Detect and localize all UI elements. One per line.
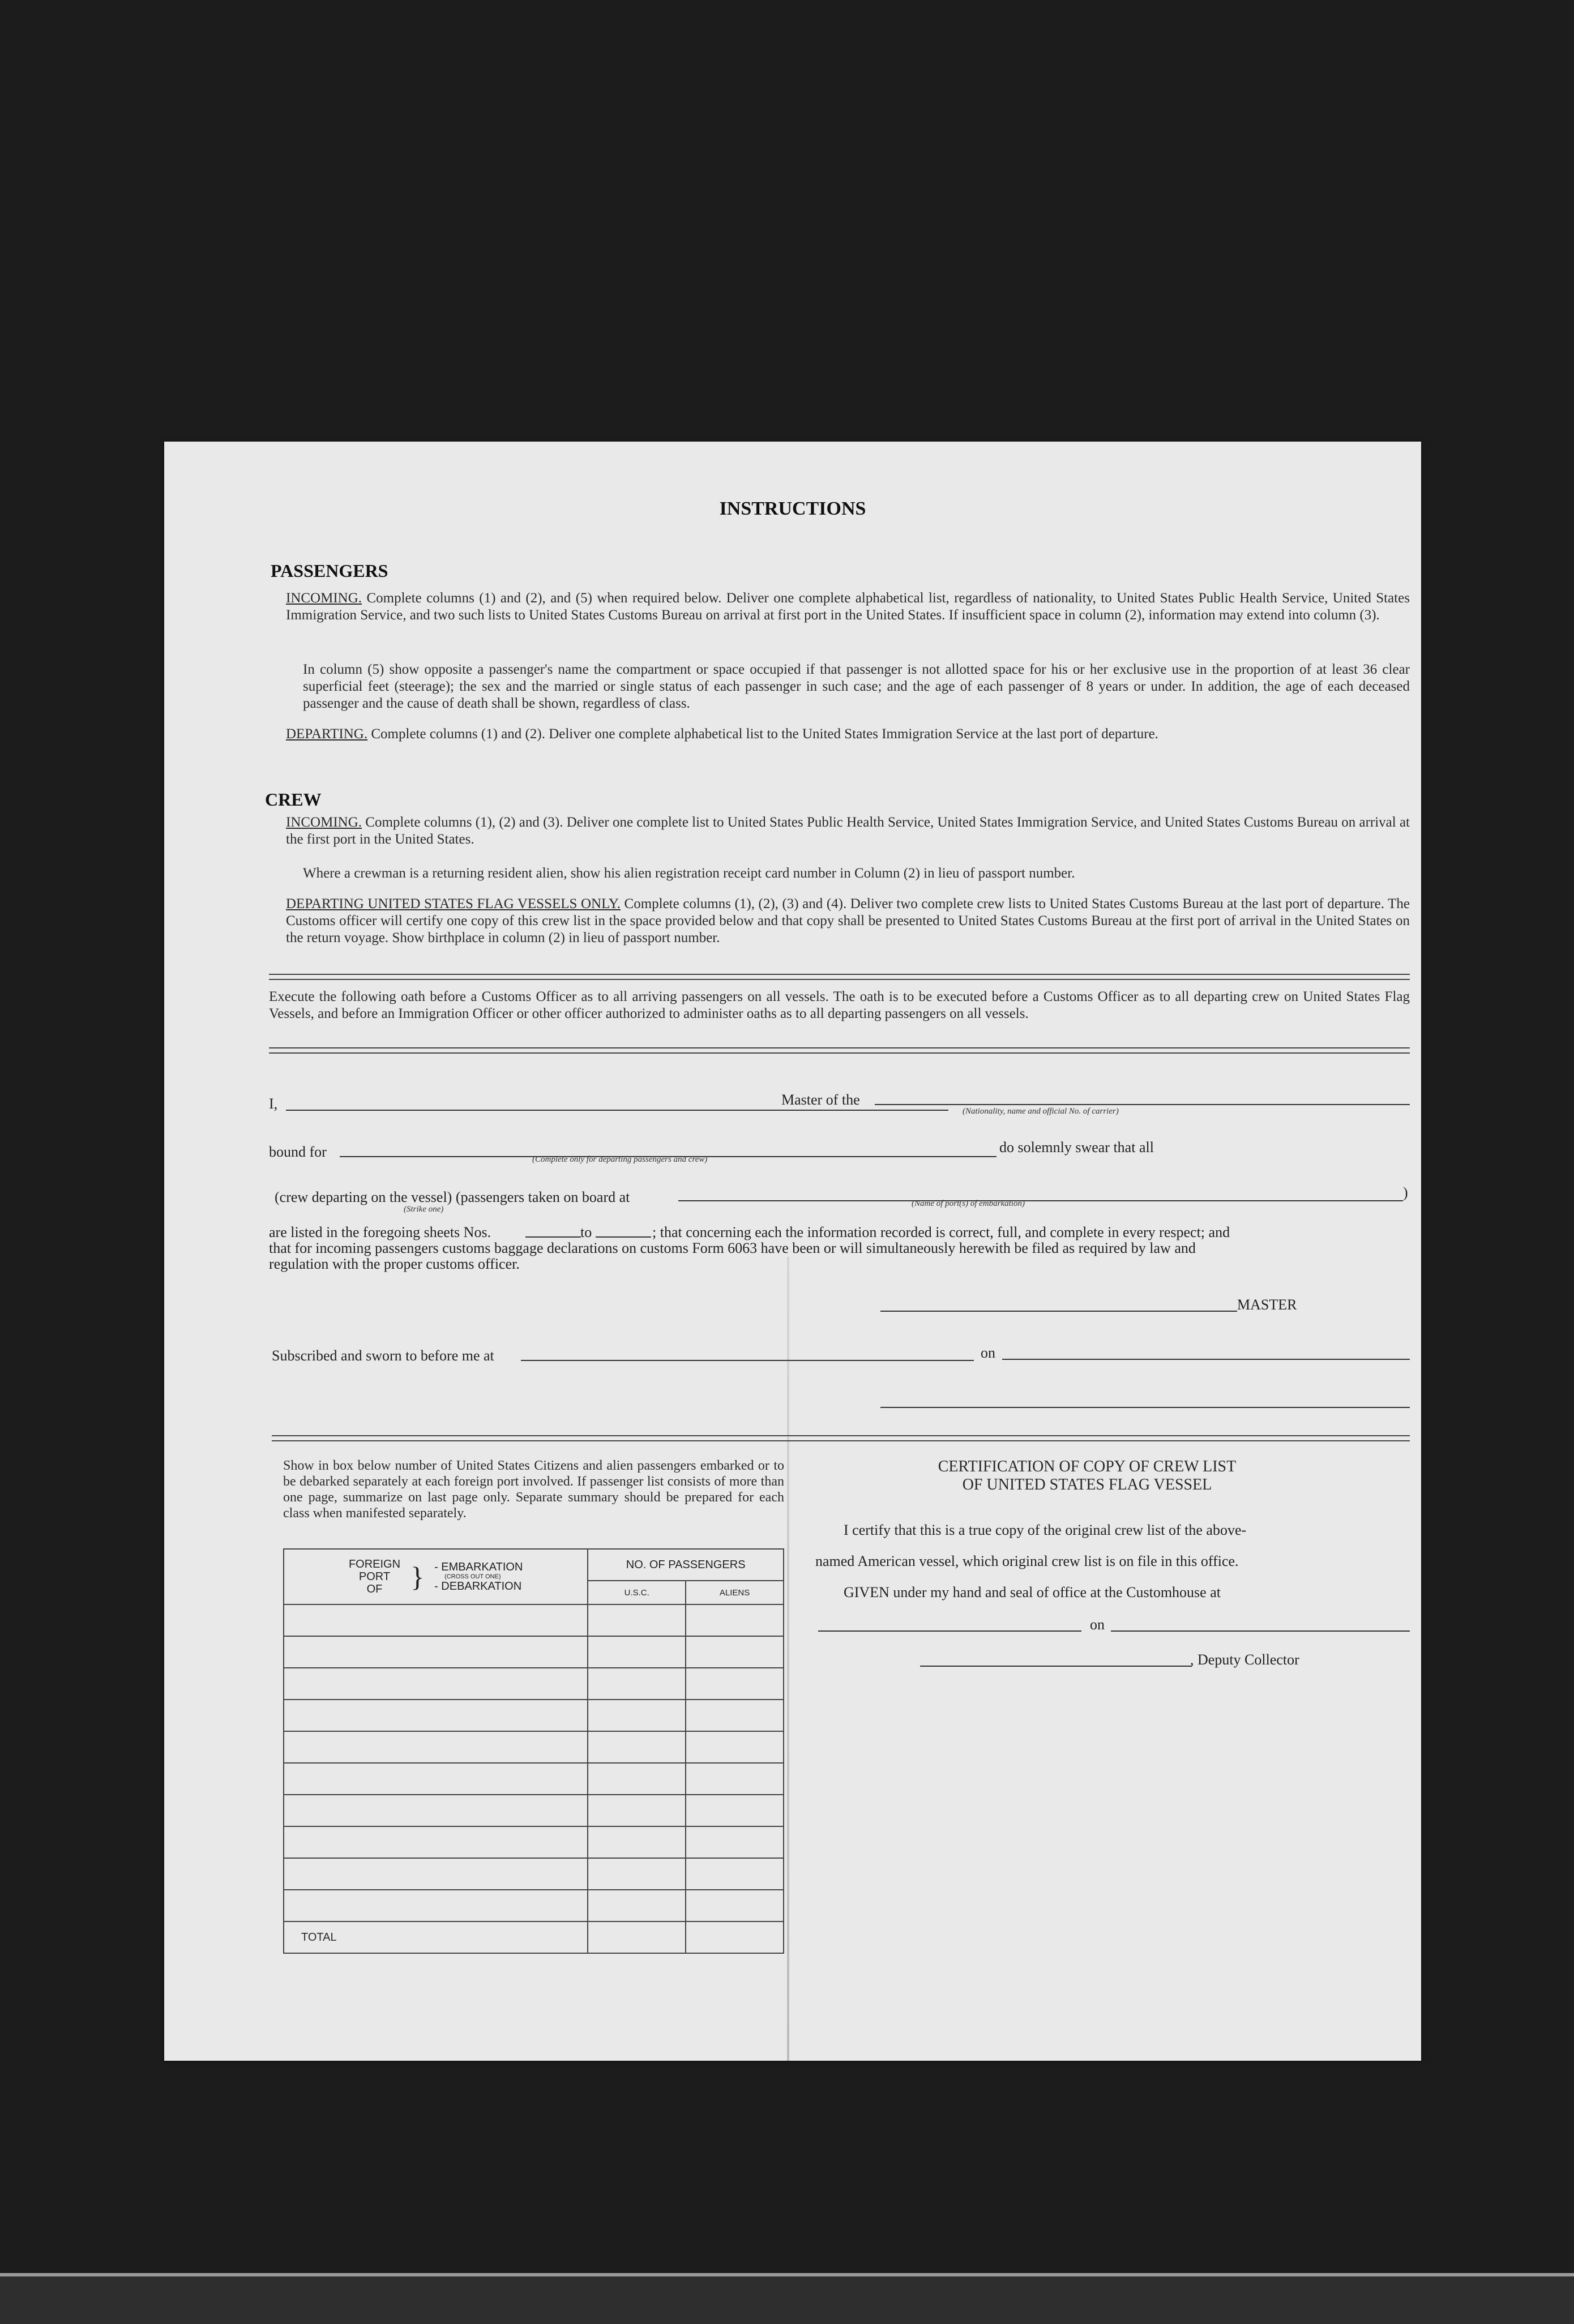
aliens-cell[interactable] [686,1858,784,1890]
usc-cell[interactable] [588,1763,686,1795]
oath-bound-for: bound for [269,1144,327,1160]
sheet-to-line[interactable] [596,1236,651,1238]
oath-listed-d: regulation with the proper customs officer. [269,1256,520,1272]
usc-header: U.S.C. [588,1581,686,1604]
cert-line3: GIVEN under my hand and seal of office at the Customhouse at [844,1584,1221,1600]
subscribed-label: Subscribed and sworn to before me at [272,1347,494,1364]
crew-incoming [286,814,1410,848]
subscribed-place-line[interactable] [521,1360,974,1361]
scanner-bottom-band [0,2273,1574,2324]
summary-text: Show in box below number of United States Citizens and alien passengers embarked or to be debarked separately at each foreign port involved. If passenger list consists of more than one page, summarize on last page only. Separate summary should be prepared for each class when manifested separately. [283,1458,784,1521]
port-cell[interactable] [284,1763,588,1795]
usc-cell[interactable] [588,1795,686,1826]
usc-cell[interactable] [588,1636,686,1668]
cert-date-line[interactable] [1111,1630,1410,1632]
port-cell[interactable] [284,1731,588,1763]
table-row [284,1795,784,1826]
passengers-departing [286,726,1410,743]
port-cell[interactable] [284,1890,588,1921]
crew-departing-lead: DEPARTING UNITED STATES FLAG VESSELS ONLY. [286,896,621,911]
passengers-column5: In column (5) show opposite a passenger's name the compartment or space occupied if that passenger is not allotted space for his or her exclusive use in the proportion of at least 36 clear superficial feet (steerage); the sex and the married or single status of each passenger in such case; and the age of each passenger of 8 years or under. In addition, the age of each deceased passenger and the cause of death shall be shown, regardless of class. [303,662,1410,711]
col-port-c: OF [366,1583,383,1595]
oath-swear: do solemnly swear that all [999,1139,1154,1155]
aliens-cell[interactable] [686,1668,784,1700]
table-row [284,1636,784,1668]
crew-departing [286,896,1410,947]
document-page [164,442,1421,2061]
passengers-heading: PASSENGERS [271,560,388,581]
master-signature-line[interactable] [880,1311,1237,1312]
crew-heading: CREW [265,789,322,810]
nationality-caption: (Nationality, name and official No. of carrier) [963,1107,1119,1116]
certification-title-a: CERTIFICATION OF COPY OF CREW LIST [938,1458,1237,1475]
oath-instructions: Execute the following oath before a Customs Officer as to all arriving passengers on all vessels. The oath is to be executed before a Customs Officer as to all departing crew on United States Flag Vessels, and before an Immigration Officer or other officer authorized to administer oaths as to all departing passengers on all vessels. [269,989,1410,1021]
subscribed-on: on [981,1345,995,1361]
aliens-cell[interactable] [686,1700,784,1731]
port-cell[interactable] [284,1795,588,1826]
strike-one-caption: (Strike one) [404,1205,444,1214]
deputy-signature-line[interactable] [920,1666,1192,1667]
passengers-departing-text: Complete columns (1) and (2). Deliver one complete alphabetical list to the United States Immigration Service at the last port of departure. [371,726,1158,742]
cross-out-label: (CROSS OUT ONE) [444,1573,501,1580]
embarkation-label: - EMBARKATION [434,1561,523,1573]
cert-line1: I certify that this is a true copy of the original crew list of the above- [844,1522,1247,1538]
aliens-cell[interactable] [686,1636,784,1668]
port-header: FOREIGN PORT OF } - EMBARKATION (CROSS OUT ONE) - DEBARKATION [284,1549,588,1604]
oath-to: to [580,1224,592,1240]
usc-total-cell[interactable] [588,1921,686,1953]
aliens-cell[interactable] [686,1795,784,1826]
table-row [284,1700,784,1731]
oath-listed-a: are listed in the foregoing sheets Nos. [269,1224,491,1240]
oath-master-of-the: Master of the [781,1092,860,1108]
ports-line[interactable] [678,1200,1403,1201]
passengers-incoming-lead: INCOMING. [286,590,362,606]
oath-i-label: I, [269,1095,278,1112]
table-row [284,1858,784,1890]
crew-incoming-text: Complete columns (1), (2) and (3). Deliver one complete list to United States Public Health Service, United States Immigration Service, and United States Customs Bureau on arrival at the first port in the United States. [286,815,1410,847]
usc-cell[interactable] [588,1858,686,1890]
usc-cell[interactable] [588,1890,686,1921]
table-row [284,1826,784,1858]
aliens-cell[interactable] [686,1731,784,1763]
table-row [284,1763,784,1795]
col-port-b: PORT [358,1570,391,1583]
no-passengers-header: NO. OF PASSENGERS [588,1549,784,1581]
ports-caption: (Name of port(s) of embarkation) [912,1199,1025,1208]
col-port-a: FOREIGN [348,1558,401,1570]
sheet-from-line[interactable] [525,1236,581,1238]
master-label: MASTER [1237,1296,1297,1313]
port-cell[interactable] [284,1668,588,1700]
usc-cell[interactable] [588,1731,686,1763]
aliens-cell[interactable] [686,1763,784,1795]
customhouse-line[interactable] [818,1630,1081,1632]
passengers-departing-lead: DEPARTING. [286,726,368,742]
aliens-cell[interactable] [686,1604,784,1636]
double-rule-1 [269,974,1410,980]
cert-line2: named American vessel, which original crew list is on file in this office. [815,1553,1239,1569]
oath-crew-departing: (crew departing on the vessel) (passengers taken on board at [275,1189,630,1205]
port-cell[interactable] [284,1700,588,1731]
oath-close-paren: ) [1403,1184,1408,1201]
port-cell[interactable] [284,1826,588,1858]
aliens-cell[interactable] [686,1890,784,1921]
crew-alien: Where a crewman is a returning resident alien, show his alien registration receipt card number in Column (2) in lieu of passport number. [303,866,1075,881]
certification-title-b: OF UNITED STATES FLAG VESSEL [962,1476,1212,1493]
cert-on: on [1090,1616,1105,1633]
subscribed-date-line[interactable] [1002,1359,1410,1360]
double-rule-3 [272,1435,1410,1441]
oath-listed-b: ; that concerning each the information recorded is correct, full, and complete in every respect; and [652,1224,1230,1240]
deputy-collector-label: , Deputy Collector [1190,1651,1299,1668]
usc-cell[interactable] [588,1700,686,1731]
aliens-total-cell[interactable] [686,1921,784,1953]
usc-cell[interactable] [588,1604,686,1636]
page-title: INSTRUCTIONS [719,498,866,519]
double-rule-2 [269,1047,1410,1054]
carrier-line[interactable] [875,1104,1410,1105]
total-row [284,1921,784,1953]
officer-signature-line[interactable] [880,1407,1410,1408]
master-name-line[interactable] [286,1110,948,1111]
certification-title [804,1458,1370,1494]
debarkation-label: - DEBARKATION [434,1580,522,1593]
aliens-cell[interactable] [686,1826,784,1858]
oath-listed-c: that for incoming passengers customs baggage declarations on customs Form 6063 have been or will simultaneously herewith be filed as required by law and [269,1240,1196,1256]
usc-cell[interactable] [588,1826,686,1858]
crew-incoming-lead: INCOMING. [286,815,362,830]
paper-fold [787,1257,789,2061]
aliens-header: ALIENS [686,1581,784,1604]
bound-caption: (Complete only for departing passengers and crew) [532,1155,708,1164]
table-row [284,1731,784,1763]
table-row [284,1890,784,1921]
passengers-incoming-text: Complete columns (1) and (2), and (5) when required below. Deliver one complete alphabetical list, regardless of nationality, to United States Public Health Service, United States Immigration Service, and two such lists to United States Customs Bureau on arrival at first port in the United States. If insufficient space in column (2), information may extend into column (3). [286,590,1410,623]
table-row [284,1668,784,1700]
crew-departing-text: Complete columns (1), (2), (3) and (4). Deliver two complete crew lists to United States Customs Bureau at the last port of departure. The Customs officer will certify one copy of this crew list in the space provided below and that copy shall be presented to United States Customs Bureau at the first port of arrival in the United States on the return voyage. Show birthplace in column (2) in lieu of passport number. [286,896,1410,945]
total-label: TOTAL [284,1921,588,1953]
port-cell[interactable] [284,1858,588,1890]
table-row [284,1604,784,1636]
port-cell[interactable] [284,1604,588,1636]
passenger-summary-table [283,1548,784,1954]
port-cell[interactable] [284,1636,588,1668]
usc-cell[interactable] [588,1668,686,1700]
passengers-incoming [286,590,1410,624]
